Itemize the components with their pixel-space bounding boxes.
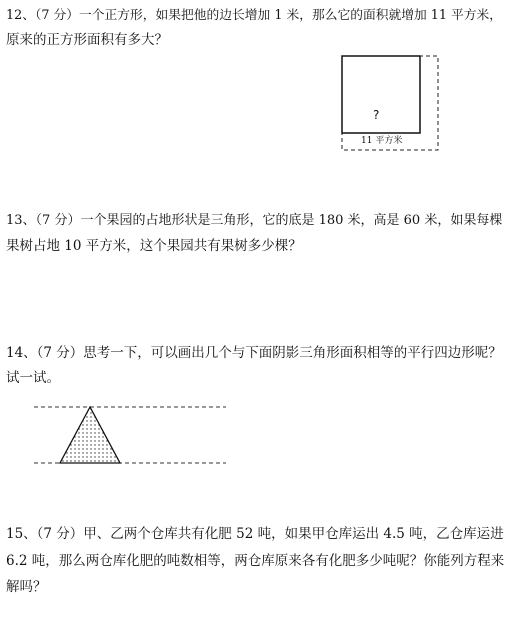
question-12-line-2: 原来的正方形面积有多大？ bbox=[6, 32, 168, 48]
question-14-line-1: 14、（7 分）思考一下，可以画出几个与下面阴影三角形面积相等的平行四边形呢？ bbox=[6, 345, 502, 361]
question-12-line-1: 12、（7 分）一个正方形，如果把他的边长增加 1 米，那么它的面积就增加 11 平方米， bbox=[6, 8, 503, 23]
shaded-triangle bbox=[60, 407, 120, 463]
question-15-line-3: 解吗？ bbox=[6, 579, 47, 595]
question-13-line-2: 果树占地 10 平方米，这个果园共有果树多少棵？ bbox=[6, 238, 302, 254]
strip-area-label: 11 平方米 bbox=[361, 136, 403, 146]
question-15-line-1: 15、（7 分）甲、乙两个仓库共有化肥 52 吨，如果甲仓库运出 4.5 吨，乙仓库运进 bbox=[6, 526, 504, 542]
triangle-diagram bbox=[30, 400, 230, 470]
unknown-area-mark: ? bbox=[373, 108, 380, 122]
question-13-line-1: 13、（7 分）一个果园的占地形状是三角形，它的底是 180 米，高是 60 米，如果每棵 bbox=[6, 213, 503, 228]
original-square bbox=[342, 56, 420, 133]
question-14-line-2: 试一试。 bbox=[6, 370, 60, 386]
question-15-line-2: 6.2 吨，那么两仓库化肥的吨数相等，两仓库原来各有化肥多少吨呢？你能列方程来 bbox=[6, 553, 505, 569]
